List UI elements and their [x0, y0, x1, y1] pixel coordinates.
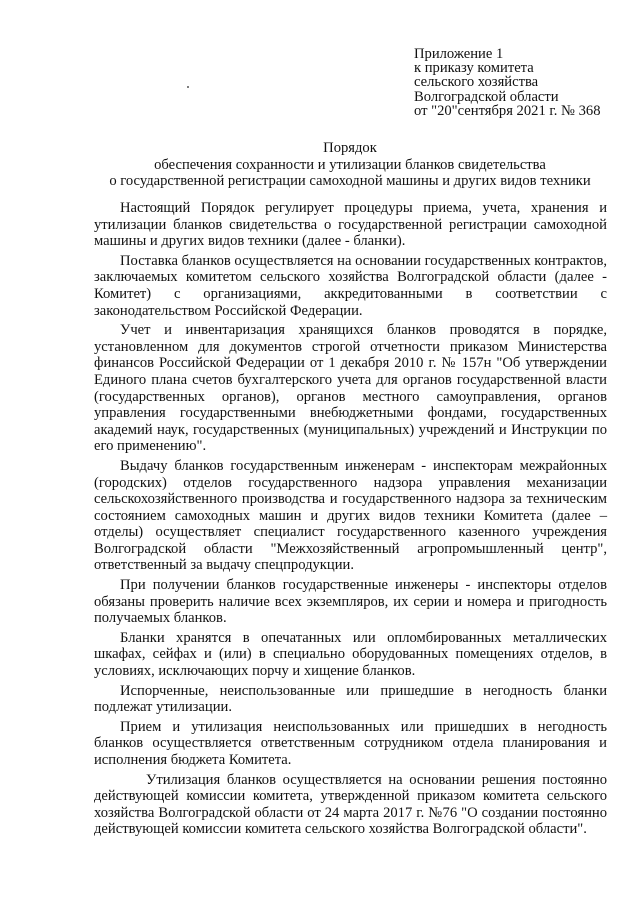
appendix-line: Волгоградской области [414, 88, 559, 105]
document-title [80, 140, 620, 190]
paragraph: Настоящий Порядок регулирует процедуры приема, учета, хранения и утилизации бланков свидетельства о государственной регистрации самоходной машины и других видов техники (далее - бланки). [94, 200, 607, 250]
paragraph: Выдачу бланков государственным инженерам - инспекторам межрайонных (городских) отделов государственного надзора управления механизации сельскохозяйственного производства и государственного надзора за техническим состоянием самоходных машин и других видов техники Комитета (далее – отделы) осуществляет специалист государственного казенного учреждения Волгоградской области "Межхозяйственный агропромышленный центр", ответственный за выдачу спецпродукции. [94, 457, 607, 574]
paragraph: Учет и инвентаризация хранящихся бланков проводятся в порядке, установленном для документов строгой отчетности приказом Министерства финансов Российской Федерации от 1 декабря 2010 г. № 157н "Об утверждении Единого плана счетов бухгалтерского учета для органов государственной власти (государственных органов), органов местного самоуправления, органов управления государственными внебюджетными фондами, государственных академий наук, государственных (муниципальных) учреждений и Инструкции по его применению". [94, 322, 607, 455]
appendix-line: сельского хозяйства [414, 74, 539, 91]
title-line: обеспечения сохранности и утилизации бланков свидетельства [154, 156, 546, 173]
appendix-line: от "20"сентября 2021 г. № 368 [414, 102, 601, 119]
paragraph: Бланки хранятся в опечатанных или опломбированных металлических шкафах, сейфах и (или) в специально оборудованных помещениях отделов, в условиях, исключающих порчу и хищение бланков. [94, 629, 607, 680]
document-body [94, 200, 607, 841]
paragraph: Утилизация бланков осуществляется на основании решения постоянно действующей комиссии комитета, утвержденной приказом комитета сельского хозяйства Волгоградской области от 24 марта 2017 г. №76 "О создании постоянно действующей комиссии комитета сельского хозяйства Волгоградской области". [94, 771, 607, 838]
paragraph: Испорченные, неиспользованные или пришедшие в негодность бланки подлежат утилизации. [94, 682, 607, 716]
paragraph: Прием и утилизация неиспользованных или пришедших в негодность бланков осуществляется ответственным сотрудником отдела планирования и исполнения бюджета Комитета. [94, 718, 607, 768]
appendix-line: Приложение 1 [414, 46, 504, 62]
appendix-line: к приказу комитета [414, 60, 534, 77]
title-line: Порядок [323, 140, 377, 156]
scan-speck [187, 86, 189, 88]
appendix-header [414, 47, 634, 118]
paragraph: При получении бланков государственные инженеры - инспекторы отделов обязаны проверить наличие всех экземпляров, их серии и номера и пригодность получаемых бланков. [94, 577, 607, 627]
paragraph: Поставка бланков осуществляется на основании государственных контрактов, заключаемых комитетом сельского хозяйства Волгоградской области (далее - Комитет) с организациями, аккредитованными в соответствии с законодательством Российской Федерации. [94, 252, 607, 319]
title-line: о государственной регистрации самоходной машины и других видов техники [109, 173, 591, 190]
